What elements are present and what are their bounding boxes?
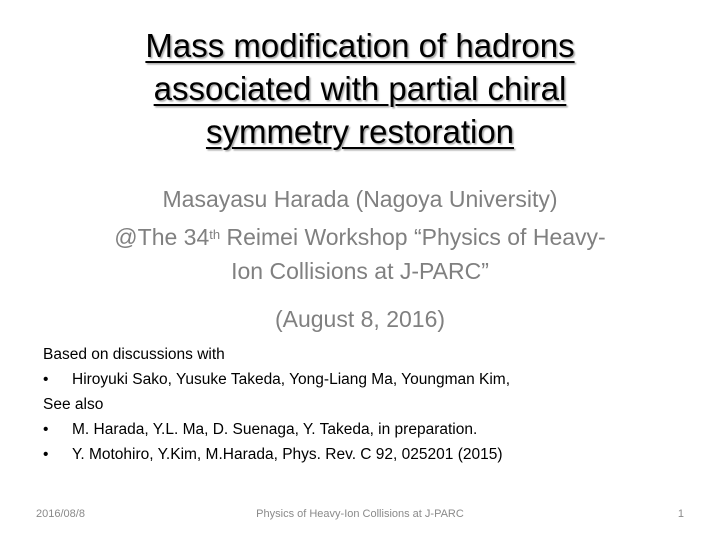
venue-line-2: Ion Collisions at J-PARC” [231,258,489,284]
list-item-text: Hiroyuki Sako, Yusuke Takeda, Yong-Liang Ma, Youngman Kim, [72,371,511,388]
list-item-text: M. Harada, Y.L. Ma, D. Suenaga, Y. Takeda, in preparation. [72,421,478,438]
venue-prefix: @The 34 [114,224,210,250]
footer-date: 2016/08/8 [36,508,85,520]
bullet-icon: • [43,446,49,463]
list-item [43,417,683,442]
bullet-icon: • [43,421,49,438]
page-number: 1 [677,508,684,520]
venue-rest: Reimei Workshop “Physics of Heavy- [220,224,606,250]
event-date: (August 8, 2016) [274,306,446,332]
notes-heading-see-also: See also [43,396,104,413]
notes-section [43,342,683,467]
footer-title: Physics of Heavy-Ion Collisions at J-PARC [256,508,464,520]
title-line-1: Mass modification of hadrons [145,27,575,64]
list-item [43,367,683,392]
list-item-text: Y. Motohiro, Y.Kim, M.Harada, Phys. Rev. C 92, 025201 (2015) [72,446,503,463]
author-affiliation: Masayasu Harada (Nagoya University) [162,186,558,212]
notes-heading-discussions: Based on discussions with [43,346,225,363]
title-line-2: associated with partial chiral [153,70,567,107]
list-item [43,442,683,467]
slide-title [40,24,680,153]
slide-subtitle [40,180,680,338]
bullet-icon: • [43,371,49,388]
venue-superscript: th [209,227,221,242]
title-line-3: symmetry restoration [205,113,515,150]
venue-line-1 [40,220,680,254]
